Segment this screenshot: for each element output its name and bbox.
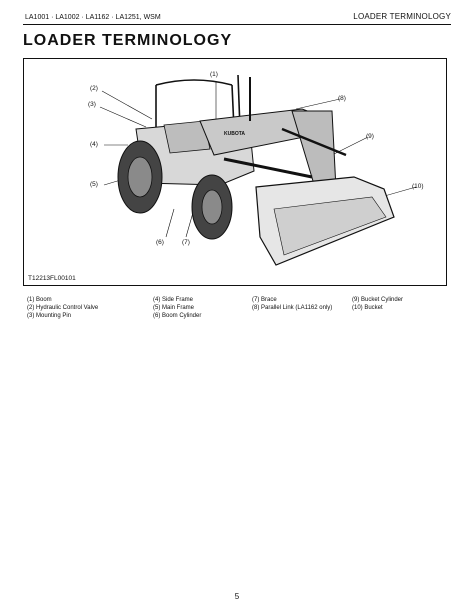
legend-column-4 xyxy=(352,296,403,312)
callout-5: (5) xyxy=(90,181,98,188)
legend-item: (2) Hydraulic Control Valve xyxy=(27,305,99,311)
callout-8: (8) xyxy=(338,95,346,102)
brand-text: KUBOTA xyxy=(224,131,246,137)
page-number: 5 xyxy=(234,592,240,601)
legend-item: (7) Brace xyxy=(252,297,277,303)
figure-code: T12213FL00101 xyxy=(28,275,76,282)
legend-item: (9) Bucket Cylinder xyxy=(352,297,404,303)
loader-illustration xyxy=(24,59,448,287)
page-header xyxy=(23,12,451,25)
callout-4: (4) xyxy=(90,141,98,148)
header-models: LA1001 · LA1002 · LA1162 · LA1251, WSM xyxy=(25,14,161,21)
callout-6: (6) xyxy=(156,239,164,246)
page-title: LOADER TERMINOLOGY xyxy=(23,32,233,49)
header-section: LOADER TERMINOLOGY xyxy=(353,12,451,21)
legend-item: (1) Boom xyxy=(27,297,52,303)
legend-column-3 xyxy=(252,296,332,312)
legend-item: (4) Side Frame xyxy=(153,297,194,303)
callout-10: (10) xyxy=(412,183,424,190)
callout-1: (1) xyxy=(210,71,218,78)
legend-item: (10) Bucket xyxy=(352,305,383,311)
callout-2: (2) xyxy=(90,85,98,92)
legend-column-2 xyxy=(153,296,201,320)
legend-item: (5) Main Frame xyxy=(153,305,195,311)
legend-column-1 xyxy=(27,296,98,320)
legend-item: (3) Mounting Pin xyxy=(27,313,72,319)
callout-9: (9) xyxy=(366,133,374,140)
legend-item: (8) Parallel Link (LA1162 only) xyxy=(252,305,333,311)
legend-item: (6) Boom Cylinder xyxy=(153,313,202,319)
callout-7: (7) xyxy=(182,239,190,246)
callout-3: (3) xyxy=(88,101,96,108)
loader-figure xyxy=(23,58,447,286)
